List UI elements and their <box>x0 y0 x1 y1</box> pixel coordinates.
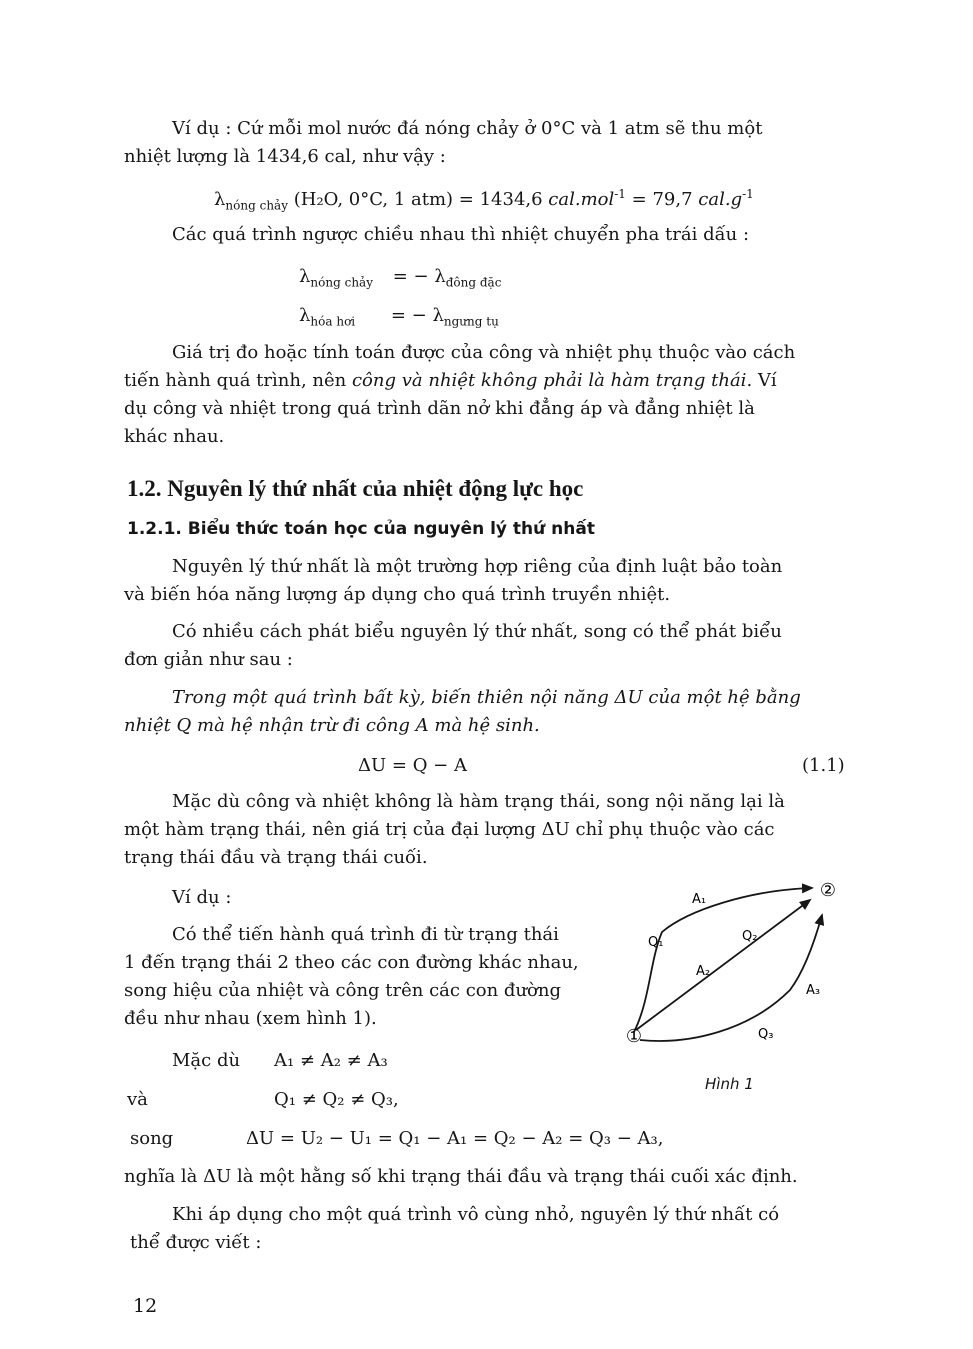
label-Q1: Q₁ <box>648 935 664 950</box>
paragraph-statement-intro-line-2: đơn giản như sau : <box>124 649 293 670</box>
paragraph-example-line-2: nhiệt lượng là 1434,6 cal, như vậy : <box>124 146 446 167</box>
equals-minus: = − λ <box>390 305 444 326</box>
paragraph-paths-line-3: song hiệu của nhiệt và công trên các con đường <box>124 980 562 1001</box>
equation-vaporization-condensation <box>299 305 499 327</box>
label-A2: A₂ <box>696 964 711 979</box>
paragraph-statement-intro-line-1: Có nhiều cách phát biểu nguyên lý thứ nhất, song có thể phát biểu <box>172 621 782 642</box>
path-2-line <box>636 900 810 1030</box>
label-Q2: Q₂ <box>742 929 758 944</box>
equation-first-law: ΔU = Q − A <box>358 755 467 776</box>
equation-melting-freezing <box>299 266 501 288</box>
equation-middle: = 79,7 <box>625 189 699 210</box>
paragraph-state-function-line-2: một hàm trạng thái, nên giá trị của đại lượng ΔU chỉ phụ thuộc vào các <box>124 819 775 840</box>
example-label: Ví dụ : <box>172 887 232 908</box>
path-1-curve <box>634 888 812 1032</box>
condition-label-and: và <box>127 1089 148 1110</box>
statement-line-1: Trong một quá trình bất kỳ, biến thiên nội năng ΔU của một hệ bằng <box>172 687 801 708</box>
unit-exponent-1: -1 <box>614 187 626 201</box>
text-segment: tiến hành quá trình, nên <box>124 370 352 391</box>
lambda-subscript: hóa hơi <box>310 314 356 329</box>
label-A3: A₃ <box>806 983 821 998</box>
lambda-subscript: ngưng tụ <box>443 314 499 329</box>
text-segment: . Ví <box>746 370 777 391</box>
equation-delta-u-equal: ΔU = U₂ − U₁ = Q₁ − A₁ = Q₂ − A₂ = Q₃ − A₃, <box>246 1128 664 1149</box>
italic-emphasis: công và nhiệt không phải là hàm trạng thái <box>351 370 747 391</box>
paragraph-paths-line-1: Có thể tiến hành quá trình đi từ trạng thái <box>172 924 559 945</box>
label-A1: A₁ <box>692 892 707 907</box>
paragraph-paths-line-4: đều như nhau (xem hình 1). <box>124 1008 377 1029</box>
equation-latent-heat <box>214 189 754 211</box>
paragraph-work-heat-line-1: Giá trị đo hoặc tính toán được của công và nhiệt phụ thuộc vào cách <box>172 342 796 363</box>
statement-line-2: nhiệt Q mà hệ nhận trừ đi công A mà hệ sinh. <box>124 715 540 736</box>
paragraph-infinitesimal-line-1: Khi áp dụng cho một quá trình vô cùng nhỏ, nguyên lý thứ nhất có <box>172 1204 780 1225</box>
unit-cal-mol: cal.mol <box>548 189 615 210</box>
paragraph-infinitesimal-line-2: thể được viết : <box>130 1232 262 1253</box>
section-heading: 1.2. Nguyên lý thứ nhất của nhiệt động lực học <box>127 476 584 501</box>
unit-cal-g: cal.g <box>698 189 743 210</box>
condition-work-unequal: A₁ ≠ A₂ ≠ A₃ <box>274 1050 388 1071</box>
condition-label-but: song <box>130 1128 174 1149</box>
figure-caption: Hình 1 <box>705 1075 754 1093</box>
paragraph-example-line-1: Ví dụ : Cứ mỗi mol nước đá nóng chảy ở 0°C và 1 atm sẽ thu một <box>172 118 763 139</box>
paragraph-state-function-line-3: trạng thái đầu và trạng thái cuối. <box>124 847 428 868</box>
lambda-subscript: nóng chảy <box>225 198 288 213</box>
paragraph-work-heat-line-2 <box>124 370 777 392</box>
lambda-subscript: đông đặc <box>445 275 502 290</box>
equation-number: (1.1) <box>802 755 845 776</box>
lambda-symbol: λ <box>299 266 311 287</box>
state-2-label: ② <box>819 880 837 901</box>
lambda-subscript: nóng chảy <box>310 275 373 290</box>
paragraph-phase-change: Các quá trình ngược chiều nhau thì nhiệt chuyển pha trái dấu : <box>172 224 750 245</box>
label-Q3: Q₃ <box>758 1027 774 1042</box>
paragraph-state-function-line-1: Mặc dù công và nhiệt không là hàm trạng thái, song nội năng lại là <box>172 791 785 812</box>
page-number: 12 <box>133 1295 158 1317</box>
paragraph-first-law-line-1: Nguyên lý thứ nhất là một trường hợp riêng của định luật bảo toàn <box>172 556 783 577</box>
paragraph-first-law-line-2: và biến hóa năng lượng áp dụng cho quá trình truyền nhiệt. <box>124 584 671 605</box>
state-1-label: ① <box>625 1026 643 1047</box>
paragraph-work-heat-line-3: dụ công và nhiệt trong quá trình dãn nở khi đẳng áp và đẳng nhiệt là <box>124 398 755 419</box>
equals-minus: = − λ <box>392 266 446 287</box>
unit-exponent-2: -1 <box>742 187 754 201</box>
lambda-symbol: λ <box>214 189 226 210</box>
figure-state-paths <box>600 870 850 1095</box>
lambda-symbol: λ <box>299 305 311 326</box>
equation-args: (H₂O, 0°C, 1 atm) = 1434,6 <box>293 189 549 210</box>
condition-heat-unequal: Q₁ ≠ Q₂ ≠ Q₃, <box>274 1089 399 1110</box>
paragraph-constant: nghĩa là ΔU là một hằng số khi trạng thái đầu và trạng thái cuối xác định. <box>124 1166 798 1187</box>
condition-label-despite: Mặc dù <box>172 1050 241 1071</box>
path-3-curve <box>640 915 822 1041</box>
paragraph-paths-line-2: 1 đến trạng thái 2 theo các con đường khác nhau, <box>124 952 579 973</box>
paragraph-work-heat-line-4: khác nhau. <box>124 426 225 447</box>
subsection-heading: 1.2.1. Biểu thức toán học của nguyên lý thứ nhất <box>127 519 595 539</box>
